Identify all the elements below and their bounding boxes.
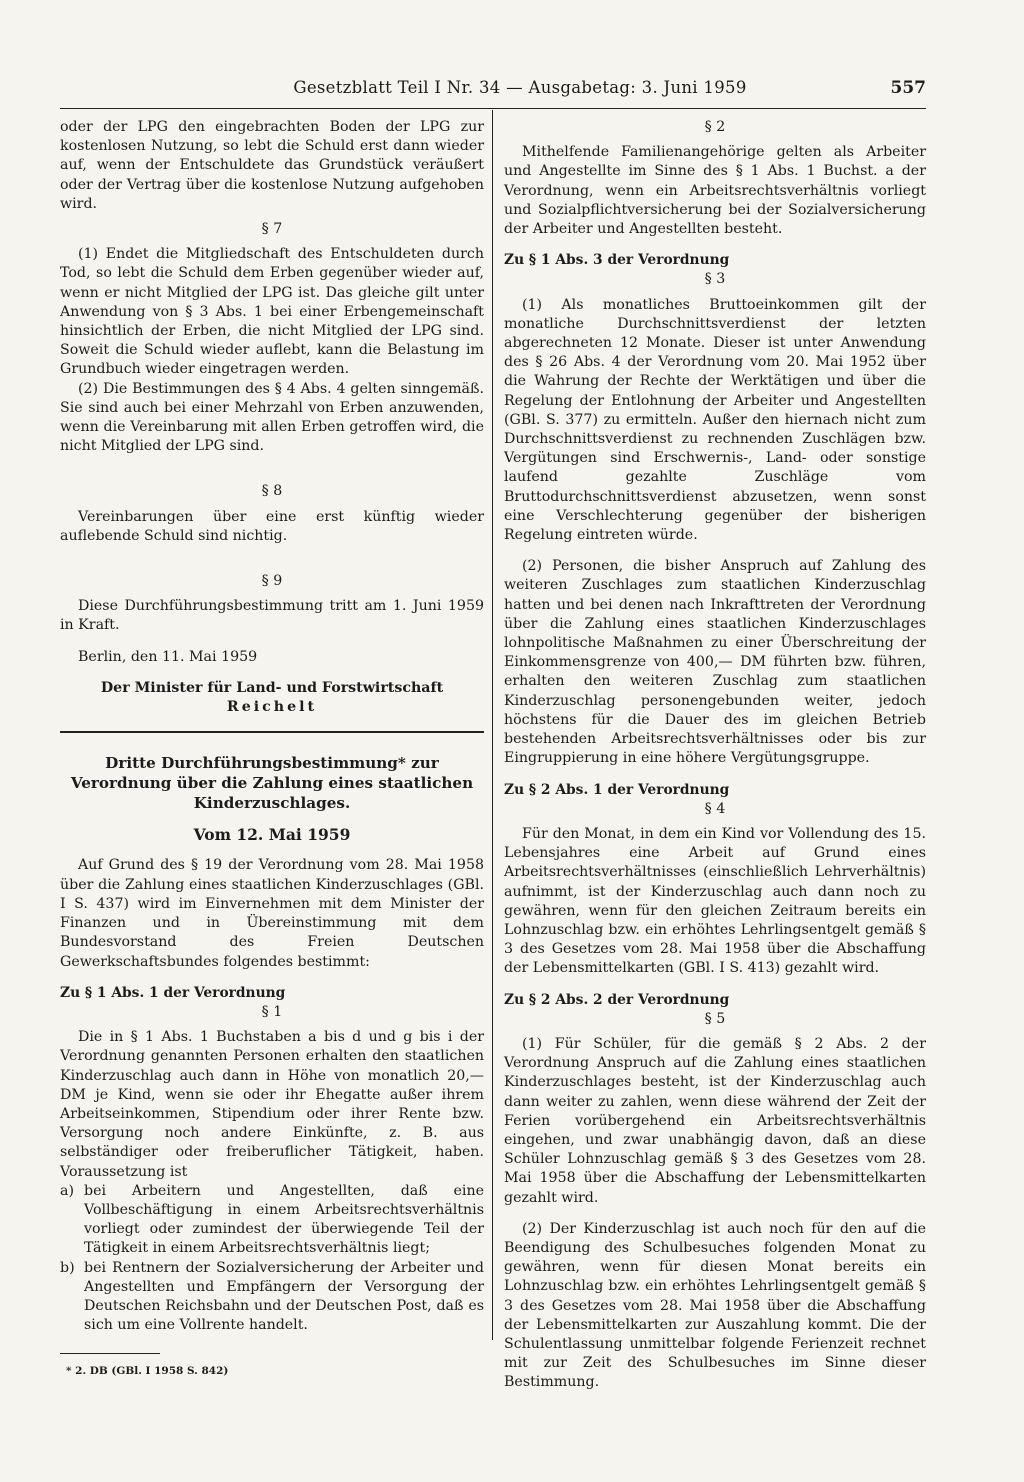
section-7-para-2: (2) Die Bestimmungen des § 4 Abs. 4 gelten sinngemäß. Sie sind auch bei einer Mehrzahl von Erben anzuwenden, wenn die Vereinbarung mit allen Erben getroffen wird, die nicht Mitglied der LPG sind. [60, 380, 484, 455]
minister-title: Der Minister für Land- und Forstwirtschaft [100, 679, 444, 696]
column-divider [492, 110, 493, 1340]
list-text-b: bei Rentnern der Sozialversicherung der Arbeiter und Angestellten und Empfängern der Versorgung der Deutschen Reichsbahn und der Deutschen Post, daß es sich um eine Vollrente handelt. [84, 1259, 484, 1334]
reference-heading-5: Zu § 2 Abs. 2 der Verordnung [504, 991, 730, 1008]
section-7-heading: § 7 [261, 221, 283, 238]
section-3-para-2: (2) Personen, die bisher Anspruch auf Zahlung des weiteren Zuschlages zum staatlichen Kinderzuschlag hatten und bei denen nach Inkrafttreten der Verordnung über die Zahlung eines staatlichen Kinderzuschlages lohnpolitische Maßnahmen zu einer Überschreitung der Einkommensgrenze von 400,— DM führten bzw. führen, erhalten den weiteren Zuschlag zum staatlichen Kinderzuschlag personengebunden weiter, jedoch höchstens für die Dauer des im gleichen Betrieb bestehenden Arbeitsrechtsverhältnisses oder bis zur Eingruppierung in eine höhere Vergütungsgruppe. [504, 558, 926, 767]
continued-paragraph: oder der LPG den eingebrachten Boden der LPG zur kostenlosen Nutzung, so lebt die Schuld erst dann wieder auf, wenn der Entschuldete das Grundstück veräußert oder der Vertrag über die kostenlose Nutzung aufgehoben wird. [60, 119, 484, 212]
list-item-a [60, 1182, 484, 1259]
section-9-heading: § 9 [261, 573, 283, 590]
section-1-para: Die in § 1 Abs. 1 Buchstaben a bis d und g bis i der Verordnung genannten Personen erhalten den staatlichen Kinderzuschlag auch dann in Höhe von monatlich 20,— DM je Kind, wenn sie oder ihr Ehegatte außer ihrem Arbeitseinkommen, Stipendium oder ihrer Rente bzw. Versorgung noch andere Einkünfte, z. B. aus selbständiger oder freiberuflicher Tätigkeit, haben. Voraussetzung ist [60, 1029, 484, 1180]
section-2-para: Mithelfende Familienangehörige gelten als Arbeiter und Angestellte im Sinne des § 1 Abs. 1 Buchst. a der Verordnung, wenn ein Arbeitsrechtsverhältnis vorliegt und Sozialpflichtversicherung bei der Sozialversicherung der Arbeiter und Angestellten besteht. [504, 144, 926, 238]
gazette-title: Gesetzblatt Teil I Nr. 34 — Ausgabetag: 3. Juni 1959 [293, 78, 747, 97]
section-3-heading: § 3 [704, 271, 726, 288]
place-date: Berlin, den 11. Mai 1959 [78, 648, 258, 665]
list-marker-b: b) [60, 1259, 75, 1276]
reference-heading-4: Zu § 2 Abs. 1 der Verordnung [504, 781, 730, 798]
section-5-para-2: (2) Der Kinderzuschlag ist auch noch für den auf die Beendigung des Schulbesuches folgenden Monat zu gewähren, wenn für diesen Monat bereits ein Lohnzuschlag bzw. ein erhöhtes Lehrlingsentgelt gemäß § 3 des Gesetzes vom 28. Mai 1958 über die Abschaffung der Lebensmittelkarten zur Auszahlung kommt. Die der Schulentlassung unmittelbar folgende Ferienzeit rechnet mit zur Zeit des Schulbesuches im Sinne dieser Bestimmung. [504, 1220, 926, 1391]
section-5-para-1: (1) Für Schüler, für die gemäß § 2 Abs. 2 der Verordnung Anspruch auf die Zahlung eines staatlichen Kinderzuschlages besteht, ist der Kinderzuschlag auch dann weiter zu zahlen, wenn diese während der Zeit der Ferien vorübergehend ein Arbeitsrechtsverhältnis eingehen, und zwar unabhängig davon, daß an diese Schüler Lohnzuschlag gemäß § 3 des Gesetzes vom 28. Mai 1958 über die Abschaffung der Lebensmittelkarten gezahlt wird. [504, 1035, 926, 1206]
section-8-para: Vereinbarungen über eine erst künftig wieder auflebende Schuld sind nichtig. [60, 508, 484, 544]
section-9-para: Diese Durchführungsbestimmung tritt am 1. Juni 1959 in Kraft. [60, 598, 484, 634]
document-separator [60, 731, 484, 733]
section-7-para-1: (1) Endet die Mitgliedschaft des Entschuldeten durch Tod, so lebt die Schuld dem Erben gegenüber wieder auf, wenn er nicht Mitglied der LPG ist. Das gleiche gilt unter Anwendung von § 3 Abs. 1 bei einer Erbengemeinschaft hinsichtlich der Erben, die nicht Mitglied der LPG sind. Soweit die Schuld wieder auflebt, kann die Belastung im Grundbuch wieder eingetragen werden. [60, 246, 484, 378]
list-marker-a: a) [60, 1182, 74, 1199]
section-5-heading: § 5 [704, 1010, 726, 1027]
page-number: 557 [890, 78, 926, 98]
signature: Reichelt [226, 699, 318, 716]
section-1-heading: § 1 [261, 1003, 283, 1020]
left-column [60, 118, 484, 1382]
footnote: * 2. DB (GBl. I 1958 S. 842) [66, 1365, 229, 1378]
list-item-b [60, 1259, 484, 1336]
section-8-heading: § 8 [261, 483, 283, 500]
page-header [60, 78, 926, 108]
reference-heading-3: Zu § 1 Abs. 3 der Verordnung [504, 252, 730, 269]
section-3-para-1: (1) Als monatliches Bruttoeinkommen gilt der monatliche Durchschnittsverdienst der letzten abgerechneten 12 Monate. Dieser ist unter Anwendung des § 26 Abs. 4 der Verordnung vom 20. Mai 1952 über die Wahrung der Rechte der Werktätigen und über die Regelung der Entlohnung der Arbeiter und Angestellten (GBl. S. 377) zu ermitteln. Außer den hiernach nicht zum Durchschnittsverdienst zu rechnenden Zuschlägen bzw. Vergütungen sind Erschwernis-, Land- oder sonstige laufend gezahlte Zuschläge vom Bruttodurchschnittsverdienst abzusetzen, wenn sonst eine Verschlechterung gegenüber der bisherigen Regelung eintreten würde. [504, 296, 926, 544]
section-4-heading: § 4 [704, 800, 726, 817]
document-title: Dritte Durchführungsbestimmung* zur Verordnung über die Zahlung eines staatlichen Kinderzuschlages. [70, 754, 474, 813]
section-2-heading: § 2 [704, 119, 726, 135]
right-column [504, 118, 926, 1393]
preamble: Auf Grund des § 19 der Verordnung vom 28. Mai 1958 über die Zahlung eines staatlichen Kinderzuschlages (GBl. I S. 437) wird im Einvernehmen mit dem Minister der Finanzen und in Übereinstimmung mit dem Bundesvorstand des Freien Deutschen Gewerkschaftsbundes folgendes bestimmt: [60, 857, 484, 970]
reference-heading-1: Zu § 1 Abs. 1 der Verordnung [60, 984, 286, 1001]
document-date: Vom 12. Mai 1959 [193, 825, 351, 845]
header-rule [60, 108, 926, 109]
section-4-para: Für den Monat, in dem ein Kind vor Vollendung des 15. Lebensjahres eine Arbeit auf Grund eines Arbeitsrechtsverhältnisses (einschließlich Lehrverhältnis) aufnimmt, ist der Kinderzuschlag auch dann noch zu gewähren, wenn für den gleichen Zeitraum bereits ein Lohnzuschlag bzw. ein erhöhtes Lehrlingsentgelt gemäß § 3 des Gesetzes vom 28. Mai 1958 über die Abschaffung der Lebensmittelkarten (GBl. I S. 413) gezahlt wird. [504, 825, 926, 977]
list-text-a: bei Arbeitern und Angestellten, daß eine Vollbeschäftigung in einem Arbeitsrechtsverhältnis vorliegt oder zumindest der überwiegende Teil der Tätigkeit in einem Arbeitsrechtsverhältnis liegt; [84, 1182, 484, 1257]
footnote-rule [60, 1353, 160, 1354]
